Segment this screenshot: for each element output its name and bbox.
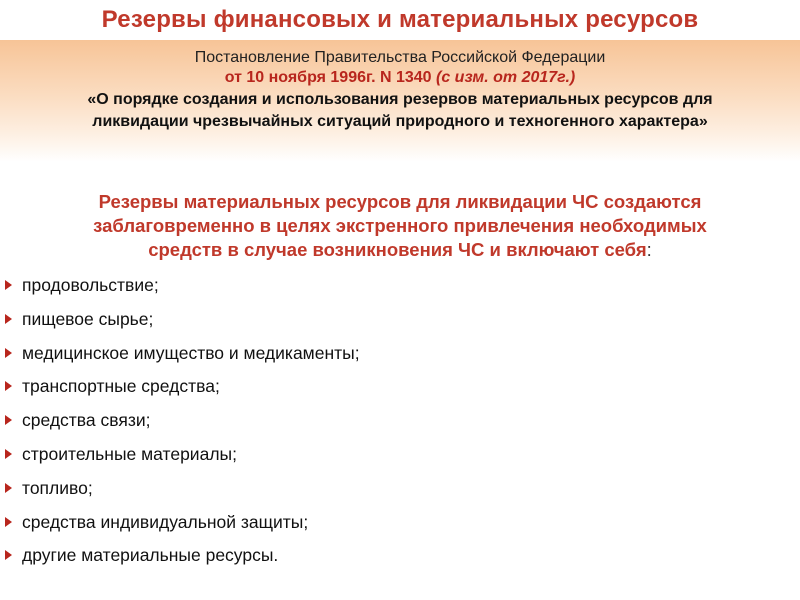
list-item (0, 371, 800, 405)
list-item-text: транспортные средства; (22, 376, 220, 397)
intro-line-2: заблаговременно в целях экстренного привлечения необходимых (93, 215, 707, 236)
triangle-bullet-icon (5, 550, 12, 560)
resource-list (0, 270, 800, 574)
decree-date-number: от 10 ноября 1996г. N 1340 (224, 69, 432, 86)
list-item-text: пищевое сырье; (22, 308, 154, 329)
intro-line-3-text: средств в случае возникновения ЧС и включают себя (148, 239, 647, 260)
list-item (0, 540, 800, 574)
list-item (0, 405, 800, 439)
list-item-text: другие материальные ресурсы. (22, 545, 279, 566)
triangle-bullet-icon (5, 314, 12, 324)
triangle-bullet-icon (5, 517, 12, 527)
list-item (0, 507, 800, 541)
intro-line-3 (20, 238, 780, 262)
page-title: Резервы финансовых и материальных ресурсов (101, 6, 699, 33)
list-item-text: продовольствие; (22, 275, 159, 295)
decree-title-line-2: ликвидации чрезвычайных ситуаций природного и техногенного характера» (92, 113, 708, 130)
decree-line-2 (0, 68, 800, 88)
decree-title-line-1: «О порядке создания и использования резервов материальных ресурсов для (87, 91, 713, 108)
triangle-bullet-icon (5, 348, 12, 358)
triangle-bullet-icon (5, 483, 12, 493)
intro-line-1: Резервы материальных ресурсов для ликвидации ЧС создаются (98, 191, 702, 212)
triangle-bullet-icon (5, 449, 12, 459)
list-item-text: топливо; (22, 477, 93, 498)
list-item (0, 473, 800, 507)
list-item (0, 270, 800, 304)
list-item (0, 304, 800, 338)
triangle-bullet-icon (5, 280, 12, 290)
list-item-text: медицинское имущество и медикаменты; (22, 342, 360, 363)
list-item (0, 439, 800, 473)
triangle-bullet-icon (5, 381, 12, 391)
list-item-text: средства связи; (22, 410, 151, 431)
list-item-text: средства индивидуальной защиты; (22, 511, 309, 532)
triangle-bullet-icon (5, 415, 12, 425)
intro-colon: : (646, 239, 652, 260)
list-item (0, 338, 800, 372)
list-item-text: строительные материалы; (22, 443, 237, 464)
decree-line-1: Постановление Правительства Российской Федерации (194, 49, 606, 66)
decree-banner (0, 40, 800, 162)
intro-paragraph (20, 190, 780, 262)
decree-amendment: (с изм. от 2017г.) (431, 69, 576, 86)
